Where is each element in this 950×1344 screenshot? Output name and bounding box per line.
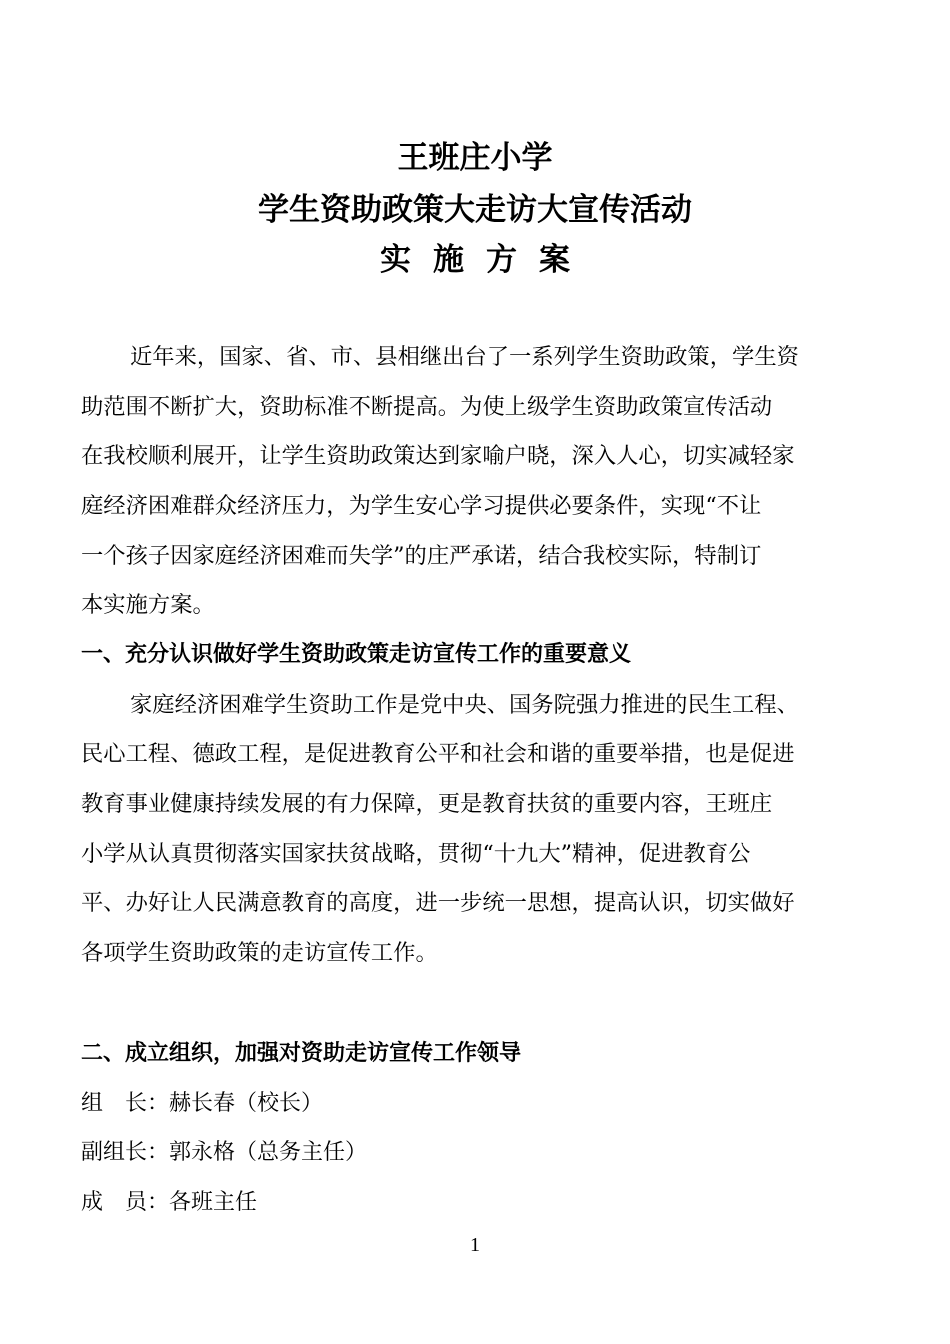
section-heading-organization: 二、成立组织，加强对资助走访宣传工作领导 bbox=[81, 1041, 522, 1066]
staff-deputy-leader: 副组长：郭永格（总务主任） bbox=[81, 1140, 368, 1165]
document-title-activity: 学生资助政策大走访大宣传活动 bbox=[258, 192, 692, 228]
paragraph-line: 庭经济困难群众经济压力，为学生安心学习提供必要条件，实现“不让 bbox=[81, 493, 762, 519]
paragraph-line: 民心工程、德政工程，是促进教育公平和社会和谐的重要举措，也是促进 bbox=[81, 741, 795, 767]
paragraph-line: 近年来，国家、省、市、县相继出台了一系列学生资助政策，学生资 bbox=[130, 344, 799, 370]
paragraph-line: 本实施方案。 bbox=[81, 592, 215, 618]
staff-members: 成 员：各班主任 bbox=[81, 1190, 258, 1215]
paragraph-line: 家庭经济困难学生资助工作是党中央、国务院强力推进的民生工程、 bbox=[130, 692, 799, 718]
paragraph-line: 平、办好让人民满意教育的高度，进一步统一思想，提高认识，切实做好 bbox=[81, 890, 795, 916]
page-number: 1 bbox=[470, 1234, 480, 1256]
document-title-plan: 实施方案 bbox=[380, 242, 592, 278]
paragraph-line: 小学从认真贯彻落实国家扶贫战略，贯彻“十九大”精神，促进教育公 bbox=[81, 841, 751, 867]
staff-leader: 组 长：赫长春（校长） bbox=[81, 1091, 324, 1116]
paragraph-line: 各项学生资助政策的走访宣传工作。 bbox=[81, 940, 438, 966]
section-heading-significance: 一、充分认识做好学生资助政策走访宣传工作的重要意义 bbox=[81, 642, 632, 667]
paragraph-line: 一个孩子因家庭经济困难而失学”的庄严承诺，结合我校实际，特制订 bbox=[81, 543, 762, 569]
paragraph-line: 在我校顺利展开，让学生资助政策达到家喻户晓，深入人心，切实减轻家 bbox=[81, 443, 795, 469]
paragraph-line: 助范围不断扩大，资助标准不断提高。为使上级学生资助政策宣传活动 bbox=[81, 394, 773, 420]
paragraph-line: 教育事业健康持续发展的有力保障，更是教育扶贫的重要内容，王班庄 bbox=[81, 791, 773, 817]
document-title-school: 王班庄小学 bbox=[397, 140, 553, 176]
